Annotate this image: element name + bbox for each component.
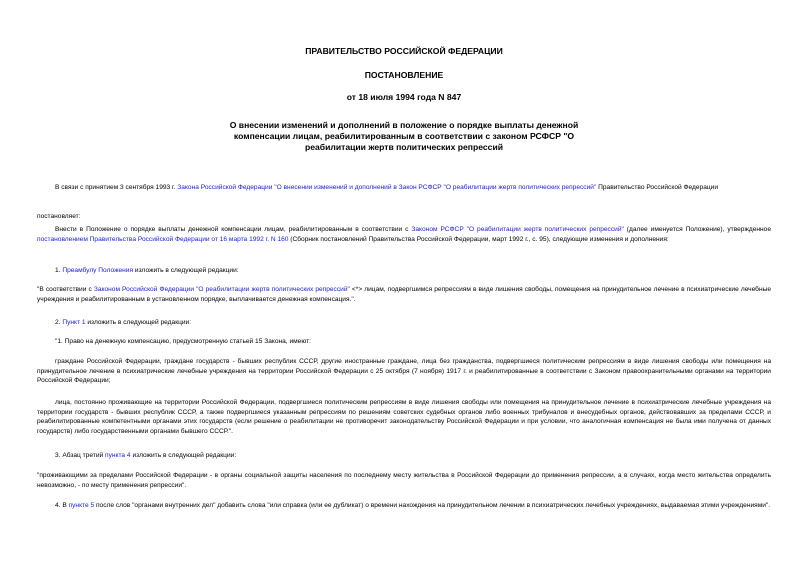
- text: изложить в следующей редакции:: [85, 319, 192, 326]
- text: (далее именуется Положение), утвержденное: [623, 226, 772, 233]
- paragraph-residents: лица, постоянно проживающие на территории Российской Федерации, подвергшиеся политическим репрессиям в виде лишения свободы или помещения на принудительное лечение в психиатрические лечебные учреждения на территории государств - бывших республик СССР, а также подвергшиеся указанным репрессиям по решениям советских судебных органов либо военных трибуналов и внесудебных органов, действовавших за пределами СССР, и реабилитированные компетентными органами этих государств (если решение о реабилитации не противоречит законодательству Российской Федерации и при условии, что аналогичная компенсация не была ими получена от данных государств) либо государственными органами бывшего СССР.".: [37, 399, 771, 435]
- text: Внести в Положение о порядке выплаты денежной компенсации лицам, реабилитированным в соответствии с: [55, 226, 412, 233]
- text: 4. В: [55, 502, 69, 509]
- law-link-rf[interactable]: Законом Российской Федерации "О реабилитации жертв политических репрессий": [93, 286, 350, 293]
- point-1-link[interactable]: Пункт 1: [62, 319, 86, 326]
- text: 3. Абзац третий: [55, 452, 106, 459]
- paragraph-quote-3: "проживающими за пределами Российской Федерации - в органы социальной защиты населения по последнему месту жительства в Российской Федерации до применения репрессии, а в случаях, когда место жительства определить невозможно, - по месту применения репрессии".: [37, 472, 771, 489]
- paragraph-item-2: [37, 318, 771, 328]
- paragraph-item-1: [37, 266, 771, 276]
- paragraph-preamble: [37, 183, 771, 193]
- document-title: О внесении изменений и дополнений в положение о порядке выплаты денежной компенсации лицам, реабилитированным в соответствии с законом РСФСР "О реабилитации жертв политических репрессий: [229, 120, 579, 152]
- text: (Сборник постановлений Правительства Российской Федерации, март 1992 г., с. 95), следующие изменения и дополнения:: [288, 235, 669, 243]
- point-4-link[interactable]: пункта 4: [105, 452, 131, 459]
- text: после слов "органами внутренних дел" добавить слова "или справка (или ее дубликат) о времени нахождения на принудительном лечении в психиатрических лечебных учреждениях, выдаваемая этими учреждениями".: [94, 502, 771, 509]
- paragraph-item-3: [37, 451, 771, 461]
- text: 2.: [55, 319, 63, 326]
- paragraph-decree: постановляет:: [37, 213, 81, 220]
- point-5-link[interactable]: пункте 5: [68, 502, 95, 509]
- paragraph-quote-2: "1. Право на денежную компенсацию, предусмотренную статьей 15 Закона, имеют:: [55, 338, 312, 345]
- paragraph-quote-1: [37, 285, 771, 304]
- text: изложить в следующей редакции:: [130, 452, 237, 459]
- text: В связи с принятием 3 сентября 1993 г.: [55, 184, 178, 191]
- paragraph-item-4: [37, 501, 771, 511]
- law-link-rsfsr[interactable]: Законом РСФСР "О реабилитации жертв политических репрессий": [411, 226, 624, 233]
- decree-link-160[interactable]: постановлением Правительства Российской Федерации от 16 марта 1992 г. N 160: [37, 235, 289, 243]
- text: "В соответствии с: [37, 286, 94, 293]
- government-heading: ПРАВИТЕЛЬСТВО РОССИЙСКОЙ ФЕДЕРАЦИИ: [305, 46, 503, 56]
- text: <*> лицам, подвергшимся репрессиям в виде лишения свободы, помещения на принудительное лечение в психиатрические лечебные учреждения и реабилитированным в установленном порядке, выплачивается денежная компенсация.".: [37, 286, 771, 303]
- paragraph-amend: [37, 225, 771, 244]
- paragraph-citizens: граждане Российской Федерации, граждане государств - бывших республик СССР, другие иностранные граждане, лица без гражданства, подвергшиеся политическим репрессиям в виде лишения свободы или помещения на принудительное лечение в психиатрические лечебные учреждения на территории Российской Федерации с 25 октября (7 ноября) 1917 г. и реабилитированные в соответствии с Законом правоохранительными органами на территории Российской Федерации;: [37, 358, 771, 385]
- law-link-1993[interactable]: Закона Российской Федерации "О внесении изменений и дополнений в Закон РСФСР "О реабилитации жертв политических репрессий": [177, 184, 597, 191]
- text: 1.: [55, 267, 63, 274]
- date-number-heading: от 18 июля 1994 года N 847: [346, 92, 462, 102]
- text: Правительство Российской Федерации: [596, 184, 719, 191]
- preamble-link[interactable]: Преамбулу Положения: [62, 267, 134, 274]
- text: изложить в следующей редакции:: [133, 267, 239, 274]
- document-type-heading: ПОСТАНОВЛЕНИЕ: [364, 70, 444, 80]
